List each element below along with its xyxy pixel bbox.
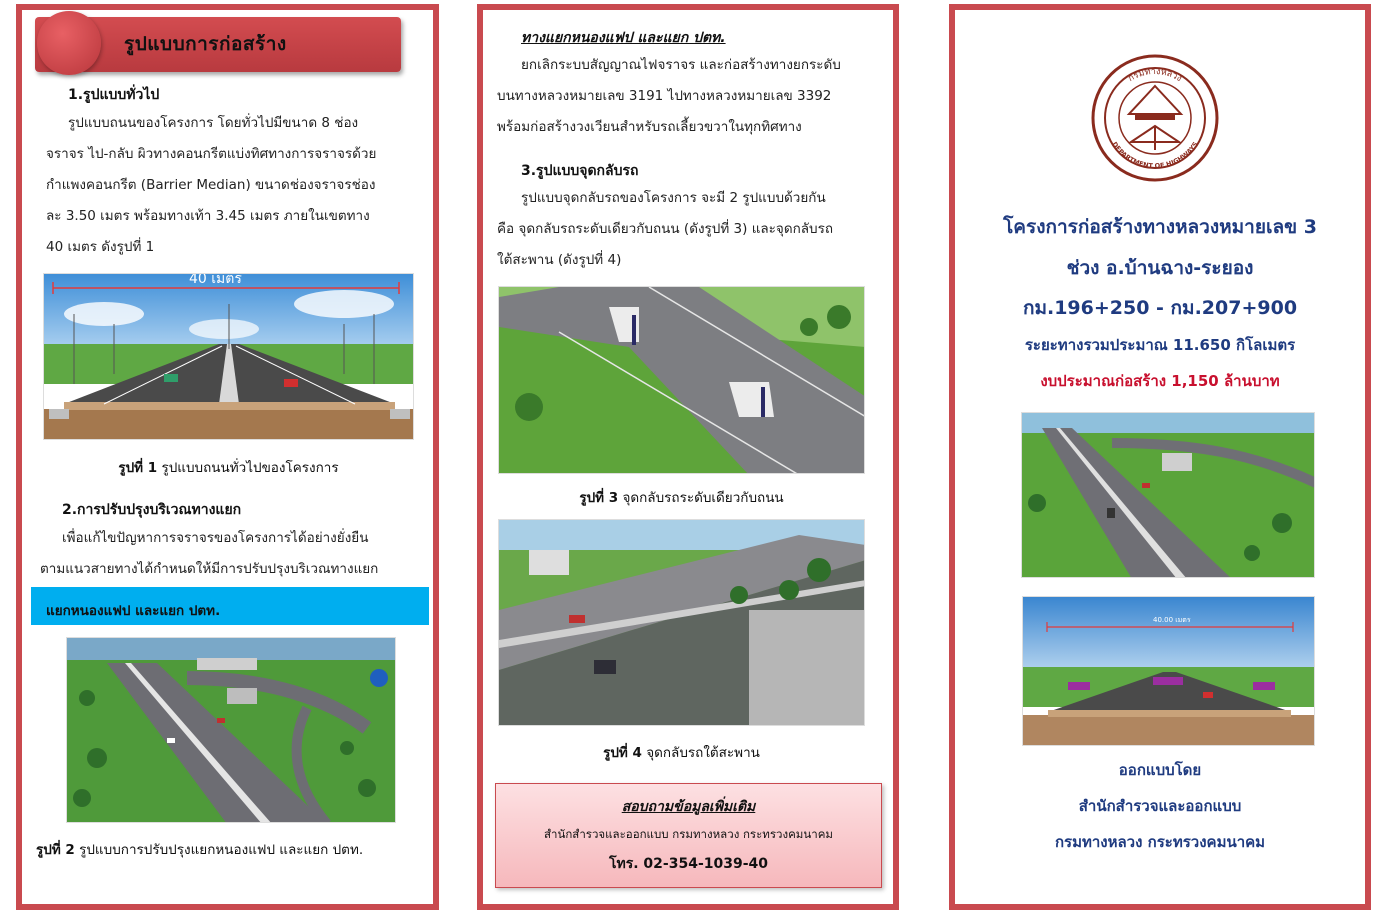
junction-heading: ทางแยกหนองแฟป และแยก ปตท. (521, 30, 726, 46)
project-distance: ระยะทางรวมประมาณ 11.650 กิโลเมตร (1024, 336, 1296, 354)
figure1-cross-section-image (43, 273, 414, 440)
cover-cross-section-width-label: 40.00 เมตร (1153, 616, 1191, 624)
figure3-caption-number: รูปที่ 3 (579, 490, 619, 506)
section3-heading: 3.รูปแบบจุดกลับรถ (521, 163, 639, 179)
aerial-road-illustration (1022, 413, 1315, 578)
figure1-caption-number: รูปที่ 1 (118, 460, 158, 476)
contact-office: สำนักสำรวจและออกแบบ กรมทางหลวง กระทรวงคมนาคม (544, 827, 833, 841)
section1-line: กำแพงคอนกรีต (Barrier Median) ขนาดช่องจราจรช่อง (46, 177, 376, 193)
figure4-caption (498, 741, 865, 763)
section3-line: คือ จุดกลับรถระดับเดียวกับถนน (ดังรูปที่ 3) และจุดกลับรถ (497, 221, 834, 237)
title-banner-circle (37, 11, 101, 75)
figure3-at-grade-uturn-image (498, 286, 865, 474)
figure1-caption-text: รูปแบบถนนทั่วไปของโครงการ (161, 460, 339, 476)
logo-top-text: กรมทางหลวง (1126, 66, 1184, 85)
project-km-range: กม.196+250 - กม.207+900 (1022, 297, 1298, 319)
contact-phone: โทร. 02-354-1039-40 (608, 856, 769, 872)
logo-bottom-text: DEPARTMENT OF HIGHWAYS (1110, 140, 1200, 171)
figure1-width-label: 40 เมตร (189, 273, 242, 287)
junction-text (497, 50, 873, 143)
design-office: สำนักสำรวจและออกแบบ (1078, 797, 1242, 815)
junction-line: ยกเลิกระบบสัญญาณไฟจราจร และก่อสร้างทางยกระดับ (521, 57, 841, 73)
section1-line: จราจร ไป-กลับ ผิวทางคอนกรีตแบ่งทิศทางการจราจรด้วย (46, 146, 377, 162)
section1-line: รูปแบบถนนของโครงการ โดยทั่วไปมีขนาด 8 ช่อง (68, 115, 359, 131)
figure2-caption-text: รูปแบบการปรับปรุงแยกหนองแฟป และแยก ปตท. (79, 842, 364, 858)
design-department: กรมทางหลวง กระทรวงคมนาคม (1054, 833, 1266, 851)
figure3-caption (498, 486, 865, 508)
junction-line: บนทางหลวงหมายเลข 3191 ไปทางหลวงหมายเลข 3392 (497, 88, 832, 104)
cross-section-illustration (44, 274, 414, 440)
section2-line: เพื่อแก้ไขปัญหาการจราจรของโครงการได้อย่างยั่งยืน (62, 530, 369, 546)
section1-line: ละ 3.50 เมตร พร้อมทางเท้า 3.45 เมตร ภายในเขตทาง (46, 208, 370, 224)
figure1-caption (43, 456, 414, 478)
project-title-line2: ช่วง อ.บ้านฉาง-ระยอง (1066, 257, 1254, 279)
figure3-caption-text: จุดกลับรถระดับเดียวกับถนน (622, 490, 784, 506)
cover-cross-section-image (1022, 596, 1315, 746)
junction-line: พร้อมก่อสร้างวงเวียนสำหรับรถเลี้ยวขวาในทุกทิศทาง (497, 119, 802, 135)
project-title-line1: โครงการก่อสร้างทางหลวงหมายเลข 3 (1003, 216, 1317, 238)
figure4-caption-number: รูปที่ 4 (603, 745, 642, 761)
page-title: รูปแบบการก่อสร้าง (124, 33, 287, 55)
designed-by-label: ออกแบบโดย (1118, 761, 1202, 779)
section1-text (46, 108, 408, 263)
figure4-under-bridge-uturn-image (498, 519, 865, 726)
figure2-caption-number: รูปที่ 2 (36, 842, 75, 858)
section1-line: 40 เมตร ดังรูปที่ 1 (46, 239, 155, 255)
project-budget: งบประมาณก่อสร้าง 1,150 ล้านบาท (1040, 372, 1280, 390)
section2-text (40, 523, 412, 585)
section2-line: ตามแนวสายทางได้กำหนดให้มีการปรับปรุงบริเวณทางแยก (40, 561, 379, 577)
under-bridge-uturn-illustration (499, 520, 865, 726)
department-of-highways-logo (1089, 52, 1221, 184)
contact-title: สอบถามข้อมูลเพิ่มเติม (621, 799, 756, 815)
section2-heading: 2.การปรับปรุงบริเวณทางแยก (62, 502, 242, 518)
figure2-caption (36, 838, 404, 860)
interchange-illustration (67, 638, 396, 823)
junction-banner-text: แยกหนองแฟป และแยก ปตท. (46, 603, 221, 619)
section3-line: รูปแบบจุดกลับรถของโครงการ จะมี 2 รูปแบบด้วยกัน (521, 190, 826, 206)
section3-text (497, 183, 871, 276)
cover-aerial-road-image (1021, 412, 1315, 578)
at-grade-uturn-illustration (499, 287, 865, 474)
figure2-interchange-image (66, 637, 396, 823)
section3-line: ใต้สะพาน (ดังรูปที่ 4) (497, 252, 622, 268)
figure4-caption-text: จุดกลับรถใต้สะพาน (646, 745, 760, 761)
section1-heading: 1.รูปแบบทั่วไป (68, 87, 160, 103)
highways-seal-icon (1089, 52, 1221, 184)
